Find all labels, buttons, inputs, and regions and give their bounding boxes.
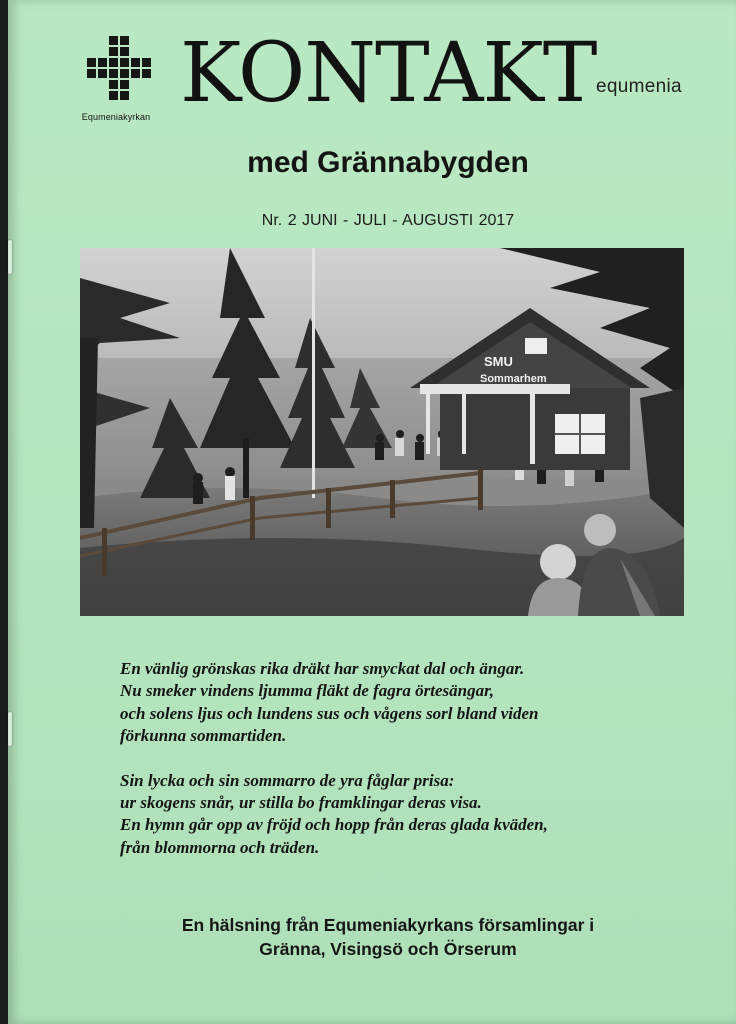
poem-line: En hymn går opp av fröjd och hopp från deras glada kväden, <box>120 815 548 835</box>
equmeniakyrkan-logo <box>72 32 160 124</box>
issue-line: Nr. 2 JUNI - JULI - AUGUSTI 2017 <box>261 212 515 229</box>
poem <box>120 658 680 881</box>
subtitle: med Grännabygden <box>247 146 529 179</box>
poem-line: Nu smeker vindens ljumma fläkt de fagra örtesängar, <box>120 681 495 701</box>
summer-home-photo <box>80 248 684 616</box>
equmenia-brand: equmenia <box>596 76 682 97</box>
logo-caption: Equmeniakyrkan <box>81 112 151 122</box>
poem-line: förkunna sommartiden. <box>120 726 287 746</box>
cover-photo <box>80 248 684 616</box>
poem-line: ur skogens snår, ur stilla bo framklingar deras visa. <box>120 793 482 813</box>
poem-line: och solens ljus och lundens sus och vågens sorl bland viden <box>120 703 539 723</box>
staple-mark <box>8 712 12 746</box>
footer-line-1: En hälsning från Equmeniakyrkans församlingar i <box>181 915 595 935</box>
masthead-title: KONTAKT <box>180 26 597 121</box>
magazine-cover <box>8 0 736 1024</box>
cross-grid-icon <box>86 36 152 106</box>
greeting-footer <box>8 913 736 961</box>
poem-line: Sin lycka och sin sommarro de yra fåglar prisa: <box>120 770 455 790</box>
poem-line: En vänlig grönskas rika dräkt har smyckat dal och ängar. <box>120 659 525 678</box>
poem-stanza-1 <box>120 658 680 748</box>
poem-line: från blommorna och träden. <box>120 837 320 857</box>
footer-line-2: Gränna, Visingsö och Örserum <box>259 939 517 959</box>
poem-stanza-2 <box>120 770 680 860</box>
staple-mark <box>8 240 12 274</box>
photo-sign-line2: Sommarhem <box>480 373 547 385</box>
photo-sign-line1: SMU <box>484 354 513 369</box>
